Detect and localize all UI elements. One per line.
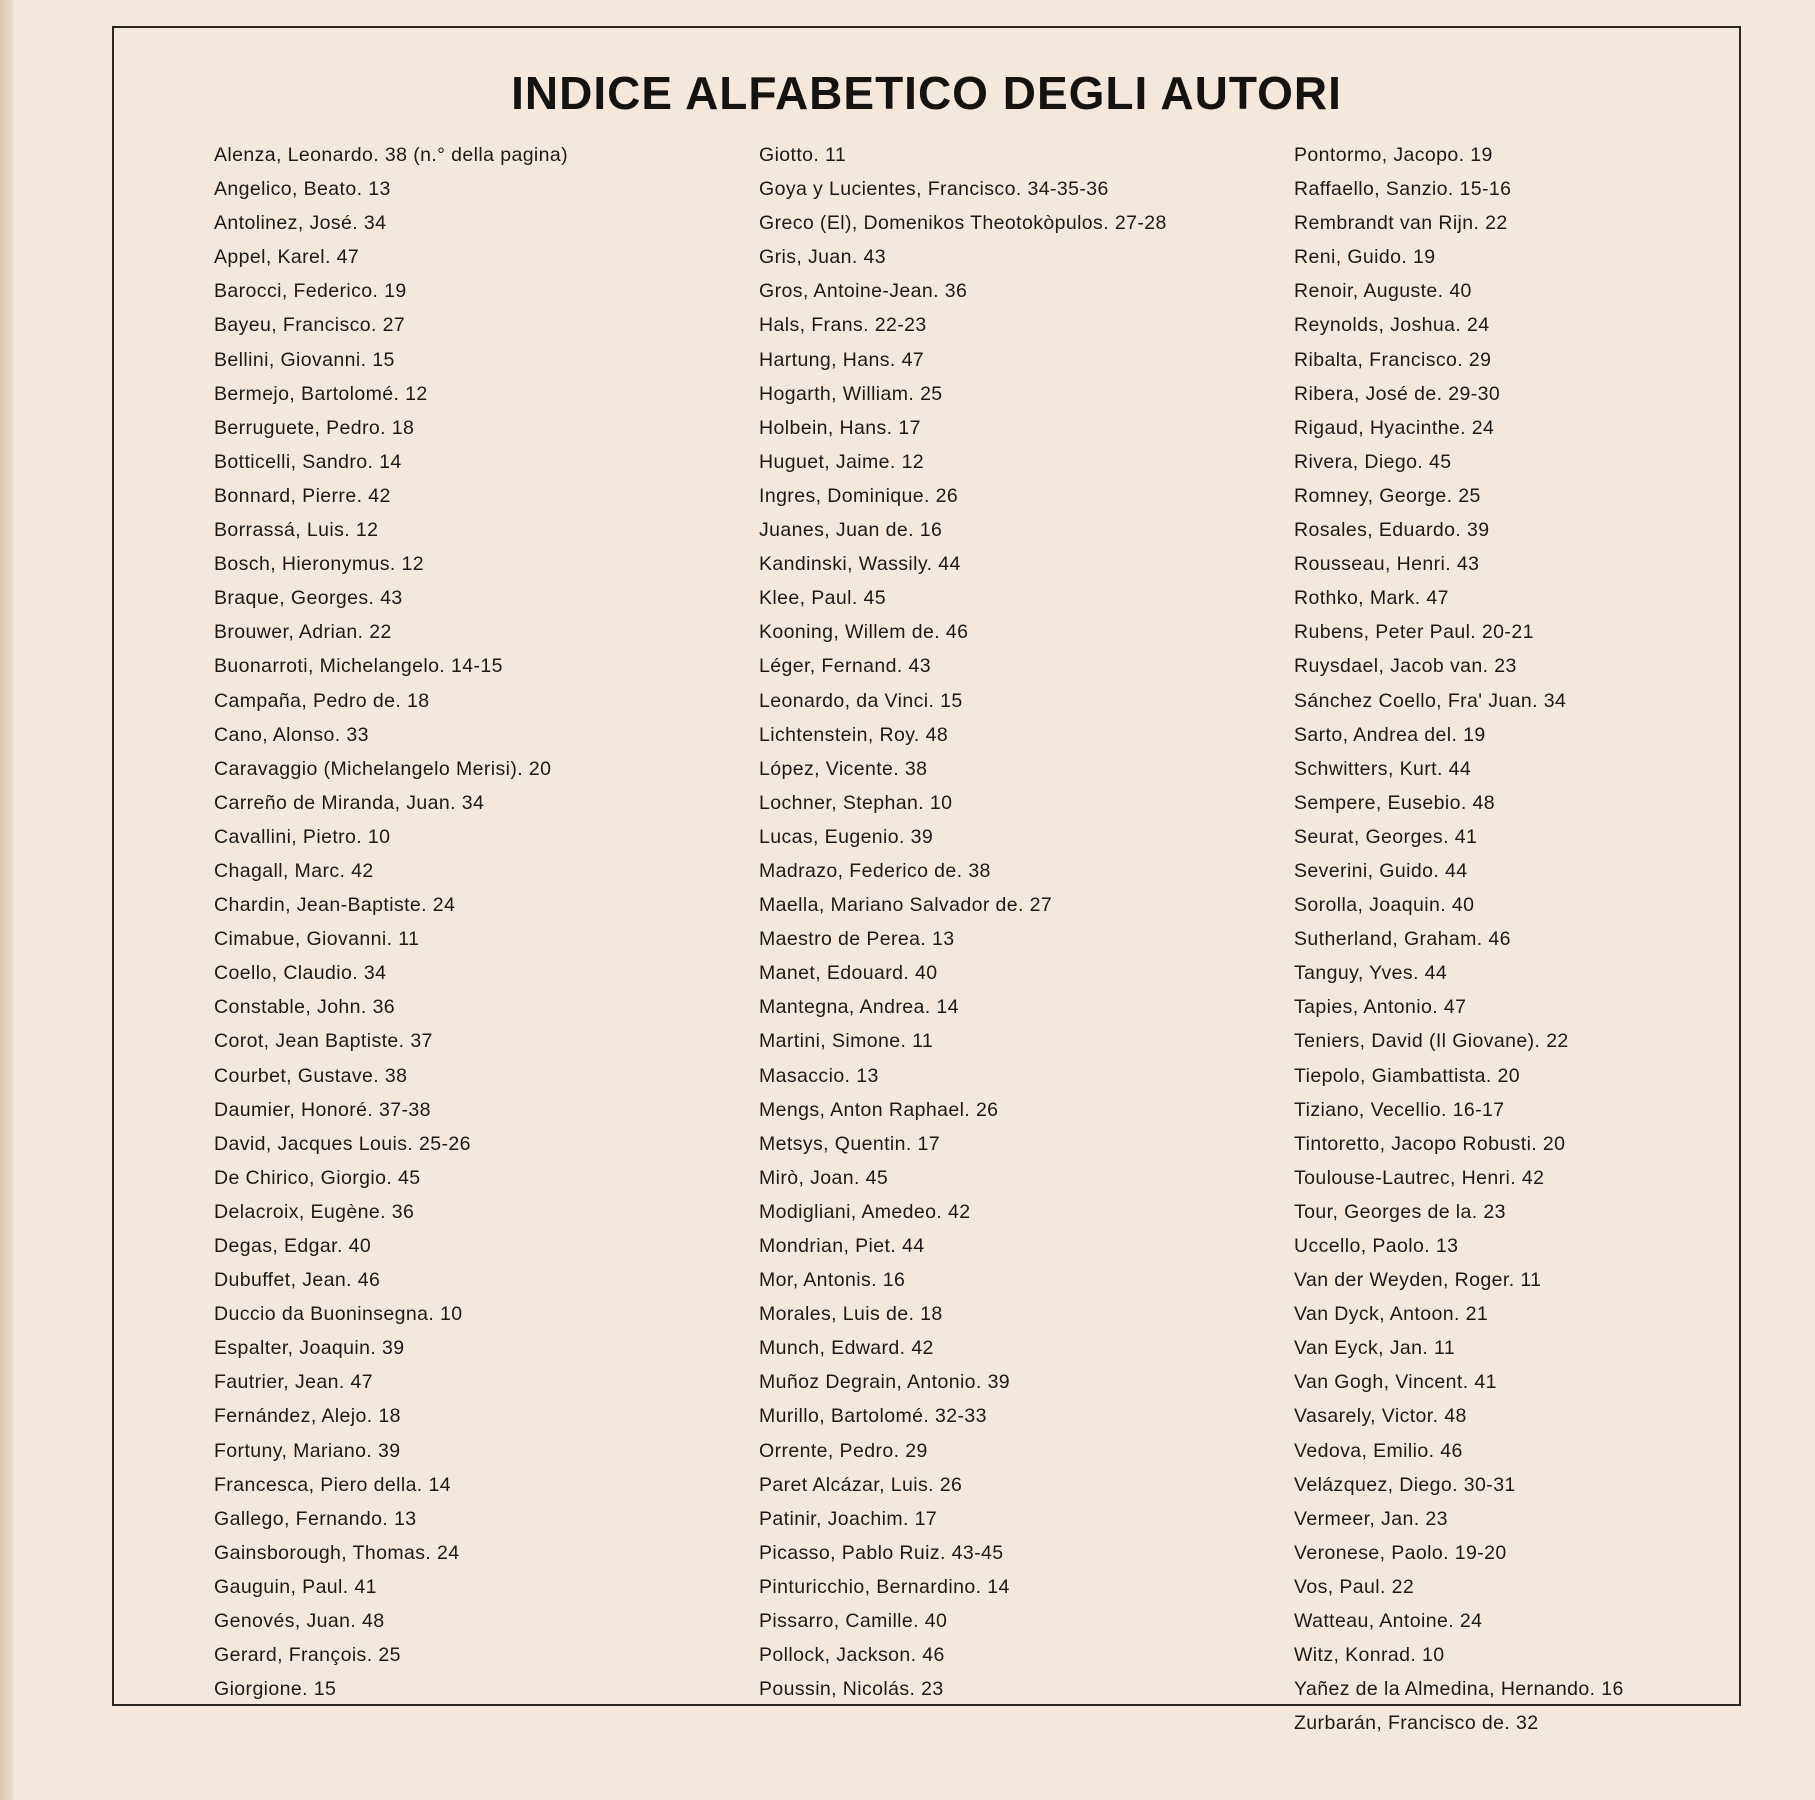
index-entry: Huguet, Jaime. 12 (759, 450, 925, 473)
index-entry: Mor, Antonis. 16 (759, 1269, 906, 1292)
index-entry: Van Dyck, Antoon. 21 (1294, 1303, 1489, 1326)
index-entry: Poussin, Nicolás. 23 (759, 1678, 944, 1701)
index-entry: Bayeu, Francisco. 27 (214, 314, 406, 337)
index-entry: Braque, Georges. 43 (214, 587, 403, 610)
index-entry: Antolinez, José. 34 (214, 212, 387, 235)
index-column-3 (1294, 138, 1815, 1740)
index-entry: Degas, Edgar. 40 (214, 1235, 372, 1257)
index-entry: Rosales, Eduardo. 39 (1294, 519, 1490, 542)
index-entry: Metsys, Quentin. 17 (759, 1132, 941, 1155)
index-entry: Cano, Alonso. 33 (214, 723, 369, 746)
index-entry: Seurat, Georges. 41 (1294, 825, 1478, 848)
index-entry: Brouwer, Adrian. 22 (214, 621, 392, 644)
index-entry: Kandinski, Wassily. 44 (759, 553, 961, 576)
index-entry: Corot, Jean Baptiste. 37 (214, 1030, 433, 1053)
index-entry: Goya y Lucientes, Francisco. 34-35-36 (759, 178, 1109, 201)
index-entry: Picasso, Pablo Ruiz. 43-45 (759, 1541, 1004, 1564)
index-entry: Giorgione. 15 (214, 1678, 337, 1701)
index-entry: Holbein, Hans. 17 (759, 416, 921, 439)
index-entry: Reynolds, Joshua. 24 (1294, 314, 1490, 337)
index-entry: Hartung, Hans. 47 (759, 348, 925, 371)
index-entry: Pollock, Jackson. 46 (759, 1644, 945, 1667)
index-entry: Gris, Juan. 43 (759, 246, 886, 269)
index-entry: Botticelli, Sandro. 14 (214, 450, 402, 473)
index-entry: Muñoz Degrain, Antonio. 39 (759, 1371, 1011, 1394)
index-entry: Yañez de la Almedina, Hernando. 16 (1294, 1678, 1624, 1701)
index-entry: Tiepolo, Giambattista. 20 (1294, 1064, 1521, 1087)
index-entry: Tintoretto, Jacopo Robusti. 20 (1294, 1132, 1566, 1155)
index-entry: Rembrandt van Rijn. 22 (1294, 212, 1508, 235)
index-entry: Ingres, Dominique. 26 (759, 484, 959, 507)
index-entry: Schwitters, Kurt. 44 (1294, 757, 1472, 780)
index-entry: Sánchez Coello, Fra' Juan. 34 (1294, 689, 1567, 712)
index-entry: Maestro de Perea. 13 (759, 928, 955, 951)
index-entry: Fautrier, Jean. 47 (214, 1371, 373, 1394)
index-entry: Munch, Edward. 42 (759, 1337, 934, 1360)
index-entry: Angelico, Beato. 13 (214, 178, 391, 201)
index-entry: Dubuffet, Jean. 46 (214, 1269, 381, 1292)
index-column-1 (214, 138, 774, 1706)
index-entry: Toulouse-Lautrec, Henri. 42 (1294, 1166, 1545, 1189)
index-entry: Ribalta, Francisco. 29 (1294, 348, 1492, 371)
index-entry: Buonarroti, Michelangelo. 14-15 (214, 655, 503, 678)
index-entry: Alenza, Leonardo. 38 (n.° della pagina) (214, 144, 569, 166)
index-entry: Bellini, Giovanni. 15 (214, 348, 395, 371)
index-entry: Morales, Luis de. 18 (759, 1303, 943, 1326)
index-entry: Tiziano, Vecellio. 16-17 (1294, 1098, 1505, 1121)
page-binding-edge (0, 0, 14, 1800)
index-entry: Mantegna, Andrea. 14 (759, 996, 959, 1019)
index-entry: Campaña, Pedro de. 18 (214, 689, 430, 712)
index-entry: Romney, George. 25 (1294, 484, 1481, 507)
index-entry: Lochner, Stephan. 10 (759, 791, 953, 814)
index-entry: Renoir, Auguste. 40 (1294, 280, 1472, 303)
index-entry: Appel, Karel. 47 (214, 246, 360, 269)
index-entry: Rothko, Mark. 47 (1294, 587, 1449, 610)
index-entry: Watteau, Antoine. 24 (1294, 1610, 1483, 1633)
index-entry: Gauguin, Paul. 41 (214, 1575, 377, 1598)
index-entry: Chagall, Marc. 42 (214, 859, 374, 882)
index-entry: Juanes, Juan de. 16 (759, 519, 943, 542)
index-entry: Lucas, Eugenio. 39 (759, 825, 934, 848)
index-frame (112, 26, 1741, 1735)
index-entry: Ruysdael, Jacob van. 23 (1294, 655, 1517, 678)
index-column-2 (759, 138, 1319, 1706)
index-entry: Sempere, Eusebio. 48 (1294, 791, 1495, 814)
index-entry: Tanguy, Yves. 44 (1294, 962, 1448, 985)
index-entry: Manet, Edouard. 40 (759, 962, 938, 985)
index-entry: Masaccio. 13 (759, 1064, 879, 1087)
index-entry: Witz, Konrad. 10 (1294, 1644, 1445, 1667)
index-entry: Pissarro, Camille. 40 (759, 1610, 948, 1633)
index-entry: Van der Weyden, Roger. 11 (1294, 1269, 1542, 1292)
index-entry: Sorolla, Joaquin. 40 (1294, 894, 1475, 917)
index-entry: Patinir, Joachim. 17 (759, 1507, 938, 1530)
index-entry: Maella, Mariano Salvador de. 27 (759, 894, 1053, 917)
index-entry: Cavallini, Pietro. 10 (214, 825, 391, 848)
index-entry: Barocci, Federico. 19 (214, 280, 407, 303)
index-entry: López, Vicente. 38 (759, 757, 928, 780)
index-entry: David, Jacques Louis. 25-26 (214, 1132, 471, 1155)
index-entry: Vos, Paul. 22 (1294, 1575, 1415, 1598)
index-entry: Bonnard, Pierre. 42 (214, 484, 391, 507)
index-entry: Teniers, David (Il Giovane). 22 (1294, 1030, 1569, 1053)
index-entry: Zurbarán, Francisco de. 32 (1294, 1712, 1539, 1735)
index-entry: Tapies, Antonio. 47 (1294, 996, 1467, 1019)
index-entry: Vedova, Emilio. 46 (1294, 1439, 1463, 1462)
index-entry: De Chirico, Giorgio. 45 (214, 1166, 421, 1189)
index-entry: Vasarely, Victor. 48 (1294, 1405, 1467, 1428)
index-entry: Raffaello, Sanzio. 15-16 (1294, 178, 1512, 201)
index-entry: Vermeer, Jan. 23 (1294, 1507, 1448, 1530)
index-entry: Bosch, Hieronymus. 12 (214, 553, 424, 576)
index-entry: Modigliani, Amedeo. 42 (759, 1200, 971, 1223)
index-entry: Ribera, José de. 29-30 (1294, 382, 1501, 405)
index-entry: Tour, Georges de la. 23 (1294, 1200, 1506, 1223)
index-entry: Chardin, Jean-Baptiste. 24 (214, 894, 456, 917)
index-entry: Bermejo, Bartolomé. 12 (214, 382, 428, 405)
index-entry: Duccio da Buoninsegna. 10 (214, 1303, 463, 1326)
index-entry: Greco (El), Domenikos Theotokòpulos. 27-28 (759, 212, 1167, 235)
index-entry: Kooning, Willem de. 46 (759, 621, 969, 644)
index-entry: Uccello, Paolo. 13 (1294, 1235, 1459, 1257)
index-entry: Mengs, Anton Raphael. 26 (759, 1098, 999, 1121)
index-entry: Mondrian, Piet. 44 (759, 1235, 925, 1257)
index-entry: Hogarth, William. 25 (759, 382, 943, 405)
index-entry: Lichtenstein, Roy. 48 (759, 723, 949, 746)
index-entry: Fernández, Alejo. 18 (214, 1405, 401, 1428)
index-entry: Francesca, Piero della. 14 (214, 1473, 451, 1496)
index-entry: Carreño de Miranda, Juan. 34 (214, 791, 485, 814)
index-entry: Reni, Guido. 19 (1294, 246, 1436, 269)
index-entry: Coello, Claudio. 34 (214, 962, 387, 985)
index-entry: Espalter, Joaquin. 39 (214, 1337, 405, 1360)
index-entry: Orrente, Pedro. 29 (759, 1439, 928, 1462)
index-entry: Giotto. 11 (759, 144, 847, 166)
index-entry: Gainsborough, Thomas. 24 (214, 1541, 460, 1564)
index-entry: Madrazo, Federico de. 38 (759, 859, 991, 882)
index-entry: Mirò, Joan. 45 (759, 1166, 889, 1189)
index-entry: Delacroix, Eugène. 36 (214, 1200, 415, 1223)
index-entry: Veronese, Paolo. 19-20 (1294, 1541, 1507, 1564)
index-entry: Rivera, Diego. 45 (1294, 450, 1452, 473)
index-entry: Sarto, Andrea del. 19 (1294, 723, 1486, 746)
index-entry: Rubens, Peter Paul. 20-21 (1294, 621, 1534, 644)
index-entry: Klee, Paul. 45 (759, 587, 887, 610)
index-entry: Courbet, Gustave. 38 (214, 1064, 408, 1087)
index-entry: Pontormo, Jacopo. 19 (1294, 144, 1493, 166)
index-entry: Gros, Antoine-Jean. 36 (759, 280, 968, 303)
index-entry: Leonardo, da Vinci. 15 (759, 689, 963, 712)
index-entry: Van Gogh, Vincent. 41 (1294, 1371, 1497, 1394)
index-entry: Murillo, Bartolomé. 32-33 (759, 1405, 987, 1428)
index-entry: Van Eyck, Jan. 11 (1294, 1337, 1456, 1360)
index-entry: Fortuny, Mariano. 39 (214, 1439, 401, 1462)
index-entry: Cimabue, Giovanni. 11 (214, 928, 420, 951)
index-entry: Rigaud, Hyacinthe. 24 (1294, 416, 1495, 439)
index-entry: Pinturicchio, Bernardino. 14 (759, 1575, 1010, 1598)
index-entry: Constable, John. 36 (214, 996, 396, 1019)
index-entry: Borrassá, Luis. 12 (214, 519, 379, 542)
index-entry: Sutherland, Graham. 46 (1294, 928, 1511, 951)
index-entry: Gerard, François. 25 (214, 1644, 401, 1667)
index-entry: Severini, Guido. 44 (1294, 859, 1468, 882)
index-entry: Berruguete, Pedro. 18 (214, 416, 415, 439)
index-entry: Daumier, Honoré. 37-38 (214, 1098, 431, 1121)
index-entry: Velázquez, Diego. 30-31 (1294, 1473, 1516, 1496)
index-entry: Léger, Fernand. 43 (759, 655, 931, 678)
index-entry: Paret Alcázar, Luis. 26 (759, 1473, 963, 1496)
index-entry: Genovés, Juan. 48 (214, 1610, 385, 1633)
index-entry: Hals, Frans. 22-23 (759, 314, 927, 337)
index-entry: Martini, Simone. 11 (759, 1030, 934, 1053)
index-entry: Caravaggio (Michelangelo Merisi). 20 (214, 757, 552, 780)
index-entry: Rousseau, Henri. 43 (1294, 553, 1480, 576)
index-entry: Gallego, Fernando. 13 (214, 1507, 417, 1530)
page-title: INDICE ALFABETICO DEGLI AUTORI (511, 67, 1342, 119)
